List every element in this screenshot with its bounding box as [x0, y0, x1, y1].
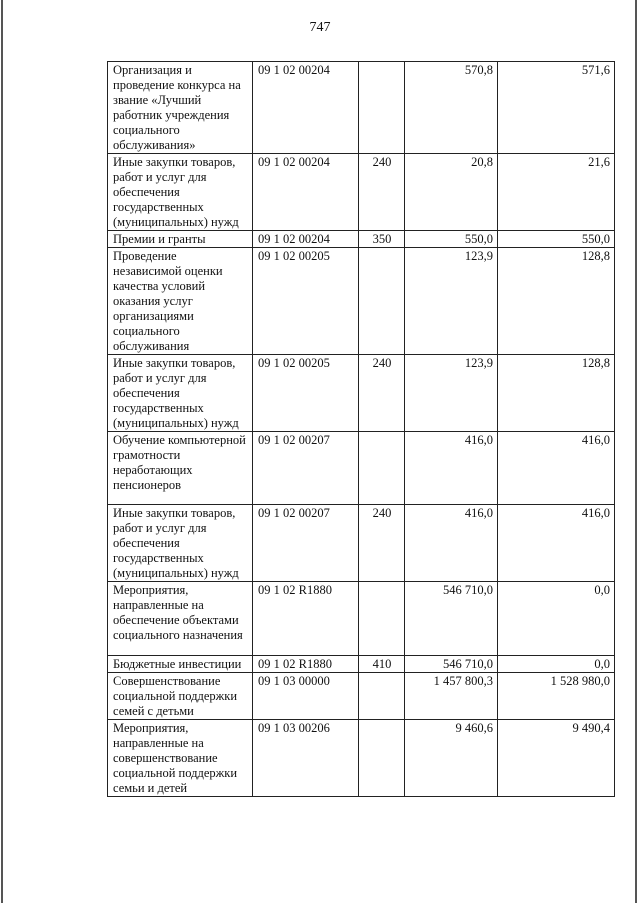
- row-sum-1: 123,9: [405, 248, 498, 355]
- table-row: [108, 656, 615, 673]
- row-name: Проведение независимой оценки качества условий оказания услуг организациями социального обслуживания: [108, 248, 253, 355]
- row-sum-2: 571,6: [498, 62, 615, 154]
- row-vr: [359, 248, 405, 355]
- row-sum-2: 21,6: [498, 154, 615, 231]
- row-code: 09 1 02 00207: [253, 505, 359, 582]
- row-sum-1: 546 710,0: [405, 582, 498, 656]
- row-code: 09 1 02 00204: [253, 154, 359, 231]
- table-row: [108, 154, 615, 231]
- row-vr: [359, 432, 405, 505]
- row-vr: [359, 62, 405, 154]
- table-row: [108, 505, 615, 582]
- row-sum-2: 0,0: [498, 656, 615, 673]
- row-name: Иные закупки товаров, работ и услуг для обеспечения государственных (муниципальных) нужд: [108, 154, 253, 231]
- row-name: Мероприятия, направленные на совершенствование социальной поддержки семьи и детей: [108, 720, 253, 797]
- row-sum-1: 570,8: [405, 62, 498, 154]
- table-row: [108, 231, 615, 248]
- row-sum-2: 550,0: [498, 231, 615, 248]
- row-sum-2: 416,0: [498, 505, 615, 582]
- row-name: Мероприятия, направленные на обеспечение объектами социального назначения: [108, 582, 253, 656]
- row-code: 09 1 02 00205: [253, 355, 359, 432]
- row-sum-1: 550,0: [405, 231, 498, 248]
- row-name: Иные закупки товаров, работ и услуг для обеспечения государственных (муниципальных) нужд: [108, 505, 253, 582]
- page-number: 747: [309, 20, 331, 35]
- row-sum-2: 128,8: [498, 355, 615, 432]
- row-name: Бюджетные инвестиции: [108, 656, 253, 673]
- row-vr: 410: [359, 656, 405, 673]
- row-sum-2: 9 490,4: [498, 720, 615, 797]
- row-sum-2: 416,0: [498, 432, 615, 505]
- row-sum-2: 1 528 980,0: [498, 673, 615, 720]
- table-row: [108, 582, 615, 656]
- row-vr: 350: [359, 231, 405, 248]
- row-vr: 240: [359, 154, 405, 231]
- row-sum-1: 416,0: [405, 505, 498, 582]
- row-name: Обучение компьютерной грамотности неработающих пенсионеров: [108, 432, 253, 505]
- row-sum-1: 20,8: [405, 154, 498, 231]
- table-row: [108, 673, 615, 720]
- row-sum-1: 416,0: [405, 432, 498, 505]
- row-code: 09 1 02 R1880: [253, 582, 359, 656]
- row-code: 09 1 02 00204: [253, 231, 359, 248]
- row-name: Премии и гранты: [108, 231, 253, 248]
- row-name: Иные закупки товаров, работ и услуг для обеспечения государственных (муниципальных) нужд: [108, 355, 253, 432]
- row-sum-1: 9 460,6: [405, 720, 498, 797]
- row-vr: 240: [359, 355, 405, 432]
- row-code: 09 1 03 00206: [253, 720, 359, 797]
- row-sum-2: 128,8: [498, 248, 615, 355]
- row-code: 09 1 03 00000: [253, 673, 359, 720]
- row-vr: 240: [359, 505, 405, 582]
- row-vr: [359, 720, 405, 797]
- row-sum-2: 0,0: [498, 582, 615, 656]
- row-vr: [359, 673, 405, 720]
- row-name: Организация и проведение конкурса на звание «Лучший работник учреждения социального обслуживания»: [108, 62, 253, 154]
- table-row: [108, 62, 615, 154]
- budget-table: [107, 61, 615, 797]
- row-code: 09 1 02 00204: [253, 62, 359, 154]
- row-sum-1: 123,9: [405, 355, 498, 432]
- table-row: [108, 720, 615, 797]
- row-code: 09 1 02 00207: [253, 432, 359, 505]
- row-sum-1: 546 710,0: [405, 656, 498, 673]
- row-code: 09 1 02 R1880: [253, 656, 359, 673]
- table-row: [108, 355, 615, 432]
- row-sum-1: 1 457 800,3: [405, 673, 498, 720]
- row-vr: [359, 582, 405, 656]
- table-row: [108, 248, 615, 355]
- table-row: [108, 432, 615, 505]
- row-name: Совершенствование социальной поддержки семей с детьми: [108, 673, 253, 720]
- row-code: 09 1 02 00205: [253, 248, 359, 355]
